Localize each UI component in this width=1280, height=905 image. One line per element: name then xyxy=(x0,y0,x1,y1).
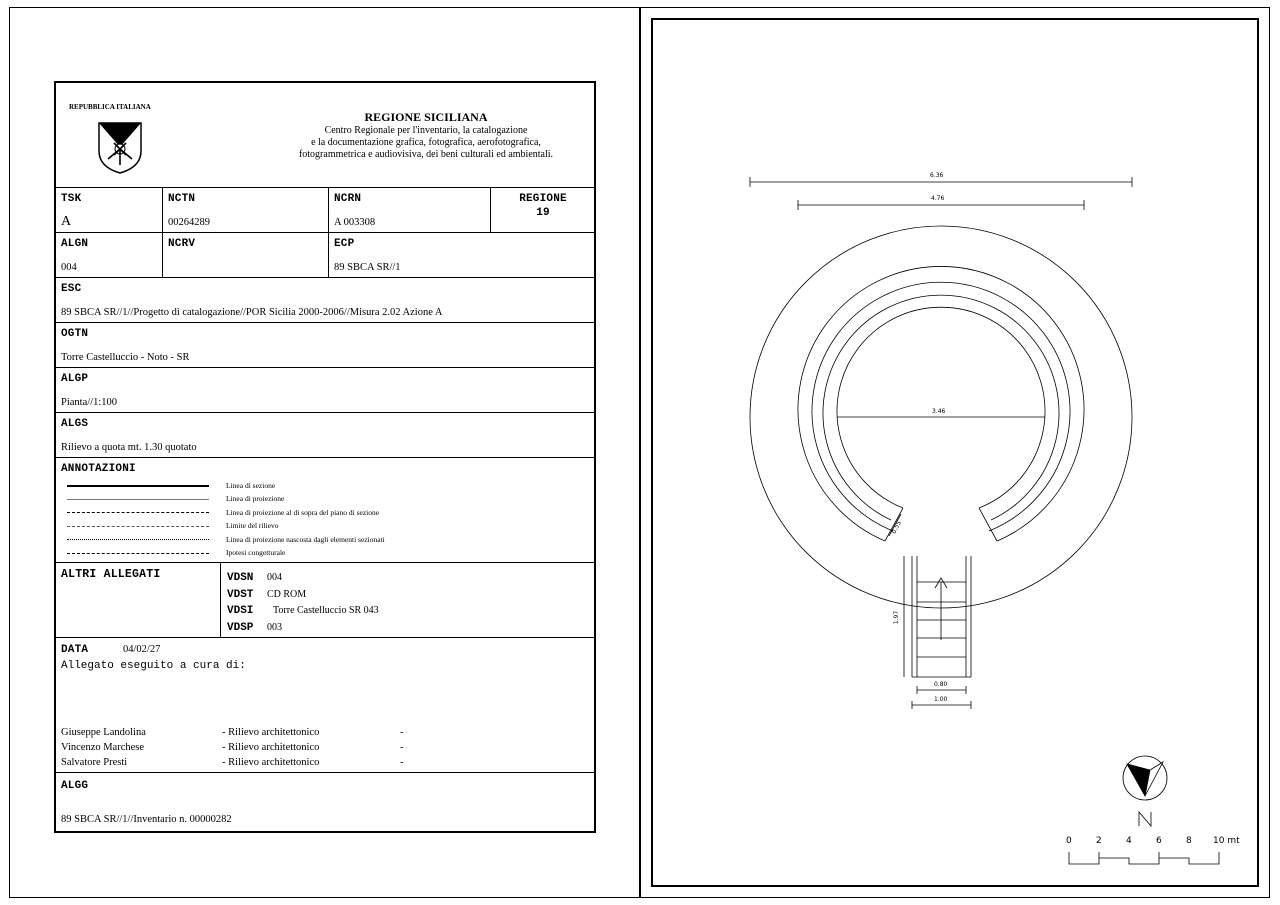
nctn-label: NCTN xyxy=(168,193,196,205)
region-subtitle: Centro Regionale per l'inventario, la catalogazione e la documentazione grafica, fotografica, aerofotografica, fotogrammetrica e audiovisiva, dei beni culturali ed ambientali. xyxy=(298,125,554,160)
vdsp-label: VDSP xyxy=(227,621,254,634)
region-title: REGIONE SICILIANA xyxy=(364,110,488,124)
algp-value: Pianta//1:100 xyxy=(61,397,117,408)
republic-label: REPUBBLICA ITALIANA xyxy=(69,103,151,111)
ncrn-label: NCRN xyxy=(334,193,362,205)
vdst-value: CD ROM xyxy=(267,588,307,600)
person-name: Giuseppe Landolina xyxy=(61,727,146,738)
scale-tick-label: 10 mt xyxy=(1213,836,1240,846)
scale-tick-label: 0 xyxy=(1066,836,1072,846)
person-name: Salvatore Presti xyxy=(61,757,128,768)
person-dash: - xyxy=(400,727,404,738)
ogtn-value: Torre Castelluccio - Noto - SR xyxy=(61,352,190,363)
dim-outer-label: 6.36 xyxy=(930,172,944,179)
dim-wall-label: 0.55 xyxy=(890,519,903,536)
regione-label: REGIONE xyxy=(519,193,567,205)
scale-tick-label: 6 xyxy=(1156,836,1162,846)
ecp-label: ECP xyxy=(334,238,355,250)
esc-value: 89 SBCA SR//1//Progetto di catalogazione//POR Sicilia 2000-2006//Misura 2.02 Azione A xyxy=(61,307,443,318)
tsk-label: TSK xyxy=(61,193,82,205)
dim-stair-width1-label: 0.80 xyxy=(934,681,948,688)
algg-value: 89 SBCA SR//1//Inventario n. 00000282 xyxy=(61,814,232,825)
curated-by-text: Allegato eseguito a cura di: xyxy=(61,660,246,672)
scale-tick-label: 2 xyxy=(1096,836,1102,846)
person-role: - Rilievo architettonico xyxy=(222,757,320,768)
annotazioni-label: ANNOTAZIONI xyxy=(61,463,136,475)
person-role: - Rilievo architettonico xyxy=(222,742,320,753)
person-role: - Rilievo architettonico xyxy=(222,727,320,738)
vdsi-label: VDSI xyxy=(227,605,254,617)
person-name: Vincenzo Marchese xyxy=(61,742,145,753)
regione-value: 19 xyxy=(536,207,550,219)
data-label: DATA xyxy=(61,644,89,656)
ogtn-label: OGTN xyxy=(61,328,89,340)
tsk-value: A xyxy=(61,214,72,229)
dim-inner-label: 4.76 xyxy=(931,195,945,202)
vdsn-value: 004 xyxy=(267,572,282,583)
algs-value: Rilievo a quota mt. 1.30 quotato xyxy=(61,442,197,453)
vdsi-value: Torre Castelluccio SR 043 xyxy=(273,605,379,616)
ncrn-value: A 003308 xyxy=(334,217,376,228)
dim-stair-width2-label: 1.00 xyxy=(934,696,948,703)
data-value: 04/02/27 xyxy=(123,644,161,655)
dim-diameter-label: 3.46 xyxy=(932,408,946,415)
legend-text: Ipotesi congetturale xyxy=(226,548,286,557)
vdsp-value: 003 xyxy=(267,621,282,633)
legend-text: Linea di proiezione al di sopra del piano di sezione xyxy=(226,508,380,517)
allegati-label: ALTRI ALLEGATI xyxy=(61,568,161,581)
algg-label: ALGG xyxy=(61,780,89,792)
algn-value: 004 xyxy=(61,262,77,273)
scale-tick-label: 8 xyxy=(1186,836,1192,846)
person-dash: - xyxy=(400,742,404,753)
esc-label: ESC xyxy=(61,283,82,295)
dim-stair-length-label: 1.97 xyxy=(893,610,901,625)
algn-label: ALGN xyxy=(61,238,89,250)
algs-label: ALGS xyxy=(61,418,89,430)
nctn-value: 00264289 xyxy=(168,217,210,228)
legend-text: Limite del rilievo xyxy=(226,521,279,530)
legend-text: Linea di proiezione xyxy=(226,494,285,503)
ecp-value: 89 SBCA SR//1 xyxy=(334,262,401,273)
algp-label: ALGP xyxy=(61,373,89,385)
legend-text: Linea di proiezione nascosta dagli elementi sezionati xyxy=(226,535,385,544)
legend-text: Linea di sezione xyxy=(226,481,276,490)
person-dash: - xyxy=(400,757,404,768)
scale-tick-label: 4 xyxy=(1126,836,1132,846)
vdsn-label: VDSN xyxy=(227,572,254,584)
ncrv-label: NCRV xyxy=(168,238,196,250)
vdst-label: VDST xyxy=(227,588,254,601)
